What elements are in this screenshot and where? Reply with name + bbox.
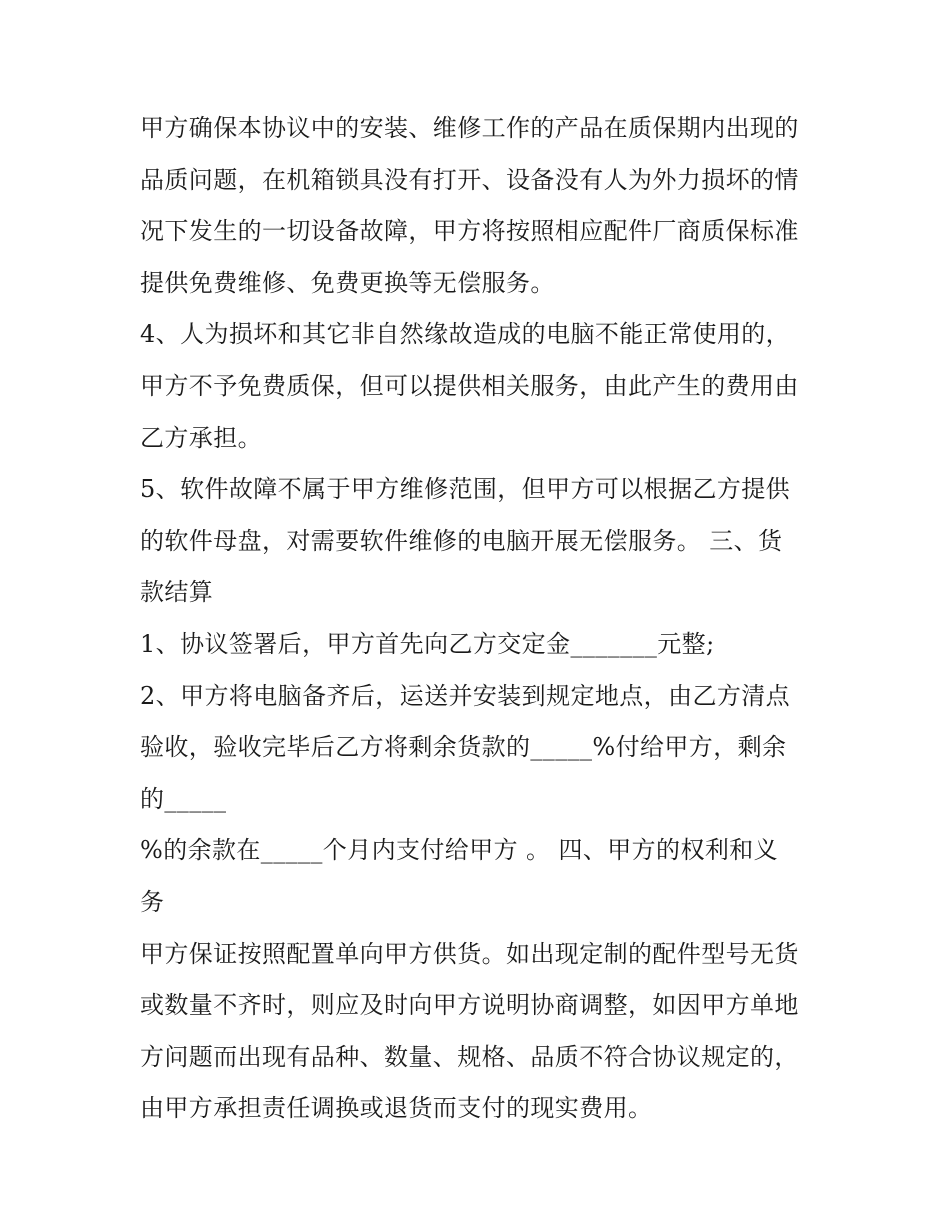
text-line-10: 款结算 (140, 578, 214, 607)
text-line-15: %的余款在_____个月内支付给甲方 。 四、甲方的权利和义 (140, 836, 779, 865)
text-line-19: 方问题而出现有品种、数量、规格、品质不符合协议规定的， (140, 1042, 799, 1071)
text-line-1: 甲方确保本协议中的安装、维修工作的产品在质保期内出现的 (140, 114, 799, 142)
text-line-6: 甲方不予免费质保，但可以提供相关服务，由此产生的费用由 (140, 371, 799, 400)
text-line-20: 由甲方承担责任调换或退货而支付的现实费用。 (140, 1094, 653, 1123)
text-line-5: 4、人为损坏和其它非自然缘故造成的电脑不能正常使用的， (140, 320, 791, 349)
text-line-13: 验收，验收完毕后乙方将剩余货款的_____%付给甲方，剩余 (140, 733, 787, 762)
text-line-18: 或数量不齐时，则应及时向甲方说明协商调整，如因甲方单地 (140, 991, 799, 1020)
text-line-2: 品质问题，在机箱锁具没有打开、设备没有人为外力损坏的情 (140, 165, 799, 194)
text-line-14: 的_____ (140, 784, 227, 813)
text-line-9: 的软件母盘，对需要软件维修的电脑开展无偿服务。 三、货 (140, 526, 783, 555)
text-line-16: 务 (140, 887, 165, 916)
document-body (140, 103, 820, 1135)
text-line-8: 5、软件故障不属于甲方维修范围，但甲方可以根据乙方提供 (140, 475, 791, 504)
text-line-4: 提供免费维修、免费更换等无偿服务。 (140, 268, 555, 297)
text-line-17: 甲方保证按照配置单向甲方供货。如出现定制的配件型号无货 (140, 939, 799, 968)
text-line-7: 乙方承担。 (140, 423, 262, 452)
text-line-11: 1、协议签署后，甲方首先向乙方交定金_______元整; (140, 629, 715, 658)
text-line-12: 2、甲方将电脑备齐后，运送并安装到规定地点，由乙方清点 (140, 681, 791, 710)
text-line-3: 况下发生的一切设备故障，甲方将按照相应配件厂商质保标准 (140, 217, 799, 246)
